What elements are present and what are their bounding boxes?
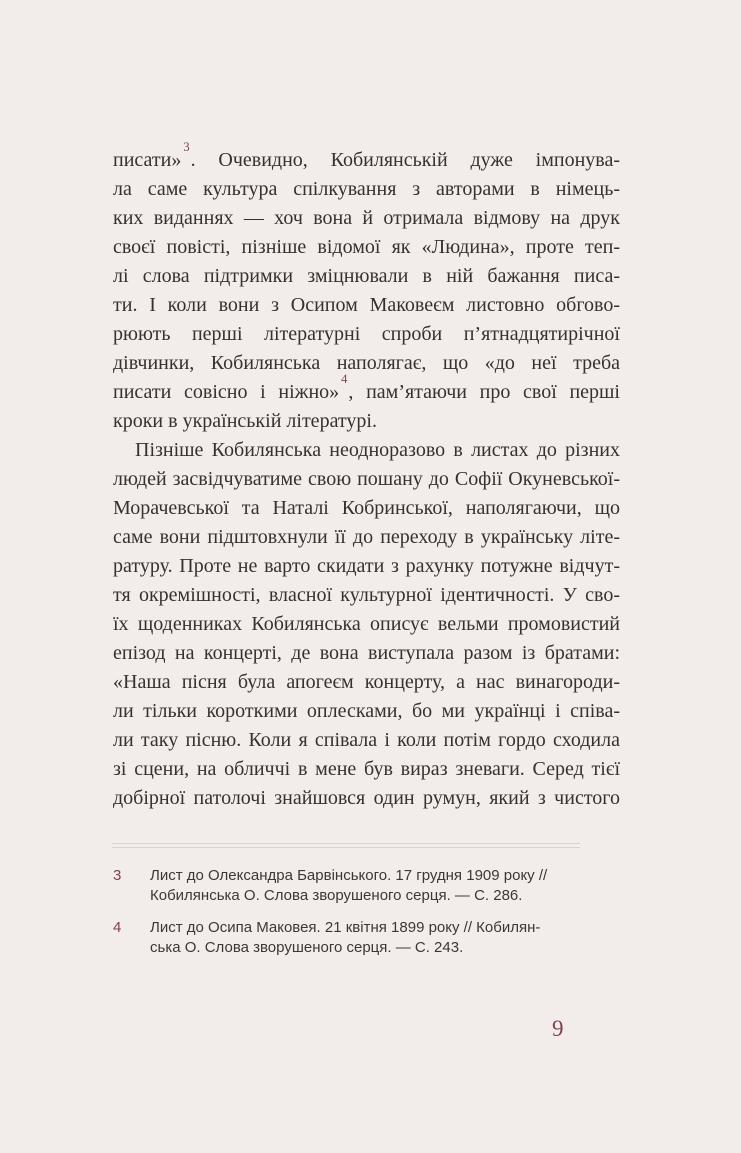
text-line: кроки в українській літературі. xyxy=(113,410,377,432)
text-line: ла саме культура спілкування з авторами в німець- xyxy=(113,178,620,200)
text-line: рюють перші літературні спроби п’ятнадцятирічної xyxy=(113,323,620,345)
text-line: ратуру. Проте не варто скидати з рахунку потужне відчут- xyxy=(113,555,620,577)
footnote-text xyxy=(150,866,597,906)
text-line: ти. І коли вони з Осипом Маковеєм листовно обгово- xyxy=(113,294,620,316)
text-line: добірної патолочі знайшовся один румун, який з чистого xyxy=(113,787,620,809)
text-line: лі слова підтримки зміцнювали в ній бажання писа- xyxy=(113,265,620,287)
text-line: Лист до Осипа Маковея. 21 квітня 1899 року // Кобилян- xyxy=(150,919,541,936)
text-line: тя окремішності, власної культурної ідентичності. У сво- xyxy=(113,584,620,606)
text-line: ли таку пісню. Коли я співала і коли потім гордо сходила xyxy=(113,729,620,751)
text-line: епізод на концерті, де вона виступала разом із братами: xyxy=(113,642,620,664)
paragraph xyxy=(113,140,620,436)
footnote-text xyxy=(150,918,597,958)
text-line: саме вони підштовхнули її до переходу в українську літе- xyxy=(113,526,620,548)
footnote xyxy=(113,866,597,906)
text-line: Морачевської та Наталі Кобринської, наполягаючи, що xyxy=(113,497,620,519)
text-line: людей засвідчуватиме свою пошану до Софії Окуневської- xyxy=(113,468,620,490)
footnote xyxy=(113,918,597,958)
text-line: дівчинки, Кобилянська наполягає, що «до неї треба xyxy=(113,352,620,374)
footnote-separator-rule xyxy=(112,843,580,848)
text-line: писати»$^3$. Очевидно, Кобилянській дуже імпонува- xyxy=(113,140,620,171)
page-number: 9 xyxy=(552,1016,564,1041)
footnotes-section xyxy=(113,866,597,970)
text-line: ська О. Слова зворушеного серця. — С. 243. xyxy=(150,939,464,956)
footnote-number: 4 xyxy=(113,919,122,936)
text-line: Лист до Олександра Барвінського. 17 грудня 1909 року // xyxy=(150,867,548,884)
footnote-reference-marker: 3 xyxy=(183,140,190,155)
text-line: своєї повісті, пізніше відомої як «Людина», проте теп- xyxy=(113,236,620,258)
body-text xyxy=(113,140,620,813)
paragraph xyxy=(113,436,620,813)
footnote-number: 3 xyxy=(113,867,122,884)
footnote-reference-marker: 4 xyxy=(341,372,348,387)
text-line: ли тільки короткими оплесками, бо ми українці і співа- xyxy=(113,700,620,722)
text-line: «Наша пісня була апогеєм концерту, а нас винагороди- xyxy=(113,671,620,693)
text-line: зі сцени, на обличчі в мене був вираз зневаги. Серед тієї xyxy=(113,758,620,780)
text-line: писати совісно і ніжно»$^4$, пам’ятаючи про свої перші xyxy=(113,372,620,403)
text-line: їх щоденниках Кобилянська описує вельми промовистий xyxy=(113,613,620,635)
text-line: Кобилянська О. Слова зворушеного серця. — С. 286. xyxy=(150,887,523,904)
text-line: Пізніше Кобилянська неодноразово в листах до різних xyxy=(135,439,620,461)
text-line: ких виданнях — хоч вона й отримала відмову на друк xyxy=(113,207,620,229)
